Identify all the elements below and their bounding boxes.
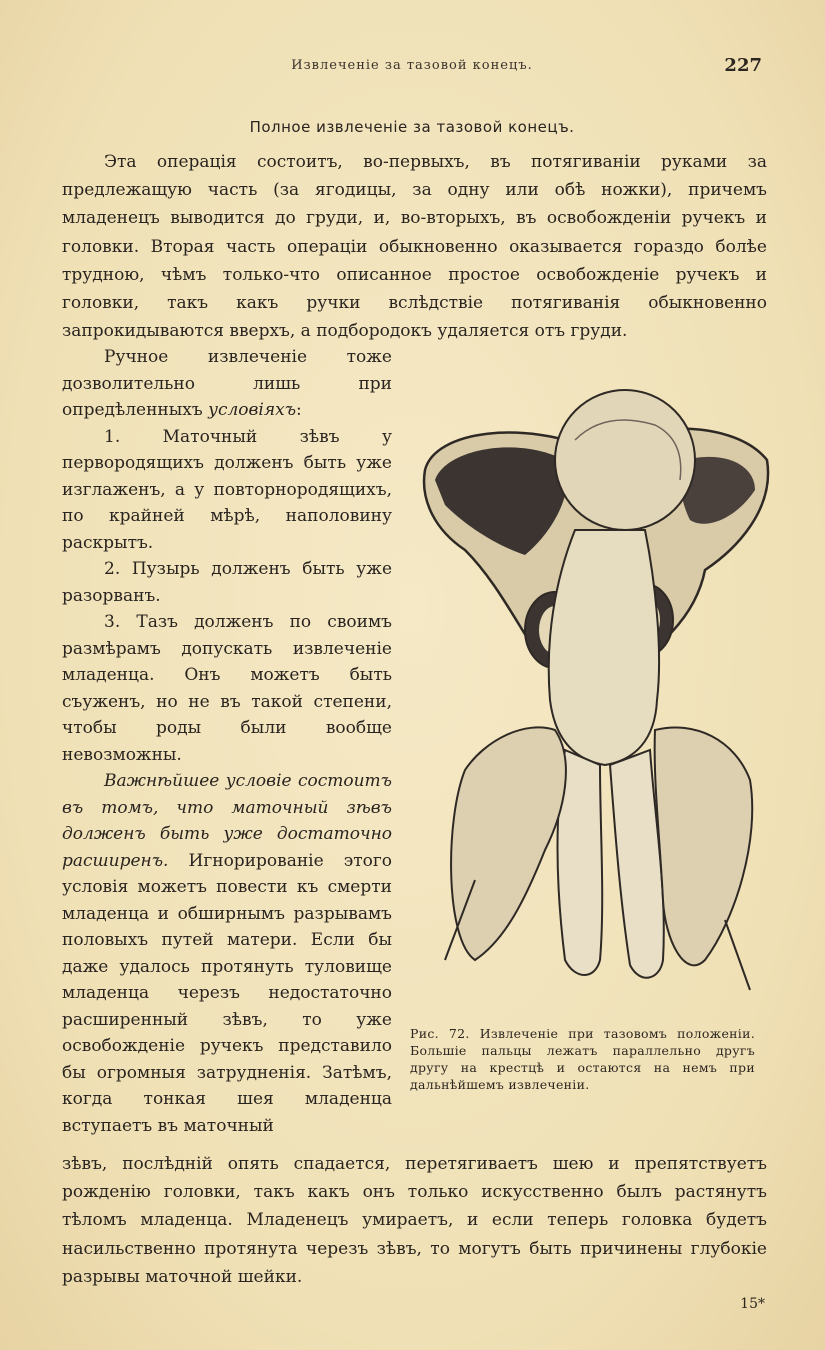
intro-paragraph: Эта операція состоитъ, во-первыхъ, въ потягиваніи руками за предлежащую часть (за ягодицы, за одну или обѣ ножки), причемъ младенецъ выводится до груди, и, во-вторыхъ, въ освобожденіи ручекъ и головки. Вторая часть операціи обыкновенно оказывается гораздо болѣе трудною, чѣмъ только-что описанное простое освобожденіе ручекъ и головки, такъ какъ ручки вслѣдствіе потягиванія обыкновенно запрокидываются вверхъ, а подбородокъ удаляется отъ груди. (62, 152, 767, 342)
conditions-intro-paragraph (62, 344, 392, 424)
infant-body (549, 530, 659, 765)
pelvis-extraction-illustration (405, 380, 780, 1020)
continuation-block (62, 1150, 767, 1291)
right-hand (655, 727, 753, 965)
condition-2: 2. Пузырь долженъ быть уже разорванъ. (62, 559, 392, 606)
right-wrist-line (725, 920, 750, 990)
figure-illustration (405, 380, 780, 1020)
important-rest: Игнорированіе этого условія можетъ повести къ смерти младенца и обширнымъ разрывамъ половыхъ путей матери. Если бы даже удалось протянуть туловище младенца черезъ недостаточно расширенный зѣвъ, то уже освобожденіе ручекъ представило бы огромныя затрудненія. Затѣмъ, когда тонкая шея младенца вступаетъ въ маточный (62, 850, 392, 1136)
important-italic: Важнѣйшее условіе состоитъ въ томъ, что маточный зѣвъ долженъ быть уже достаточно расширенъ. (62, 771, 392, 871)
running-title: Извлеченіе за тазовой конецъ. (291, 58, 533, 73)
infant-head (555, 390, 695, 530)
left-hand (451, 727, 566, 960)
running-head (62, 55, 762, 78)
figure-caption: Рис. 72. Извлеченіе при тазовомъ положеніи. Большіе пальцы лежатъ параллельно другъ другу на крестцѣ и остаются на немъ при дальнѣйшемъ извлеченіи. (410, 1026, 755, 1092)
conditions-intro: Ручное извлеченіе тоже дозволительно лишь при опредѣленныхъ (62, 347, 392, 420)
continuation-paragraph: зѣвъ, послѣдній опять спадается, перетягиваетъ шею и препятствуетъ рожденію головки, такъ какъ онъ только искусственно былъ растянутъ тѣломъ младенца. Младенецъ умираетъ, и если теперь головка будетъ насильственно протянута черезъ зѣвъ, то могутъ быть причинены глубокіе разрывы маточной шейки. (62, 1154, 767, 1287)
conditions-colon: : (296, 400, 302, 420)
intro-paragraph-block (62, 148, 767, 345)
conditions-word: условіяхъ (208, 400, 297, 420)
left-column (62, 344, 392, 1139)
condition-1: 1. Маточный зѣвъ у первородящихъ долженъ быть уже изглаженъ, а у повторнородящихъ, по крайней мѣрѣ, наполовину раскрытъ. (62, 426, 392, 553)
section-title: Полное извлеченіе за тазовой конецъ. (249, 118, 575, 136)
page-number: 227 (724, 55, 762, 76)
condition-3: 3. Тазъ долженъ по своимъ размѣрамъ допускать извлеченіе младенца. Онъ можетъ быть съуженъ, но не въ такой степени, чтобы роды были вообще невозможны. (62, 612, 392, 765)
important-paragraph (62, 768, 392, 1139)
signature-mark: 15* (740, 1296, 765, 1312)
